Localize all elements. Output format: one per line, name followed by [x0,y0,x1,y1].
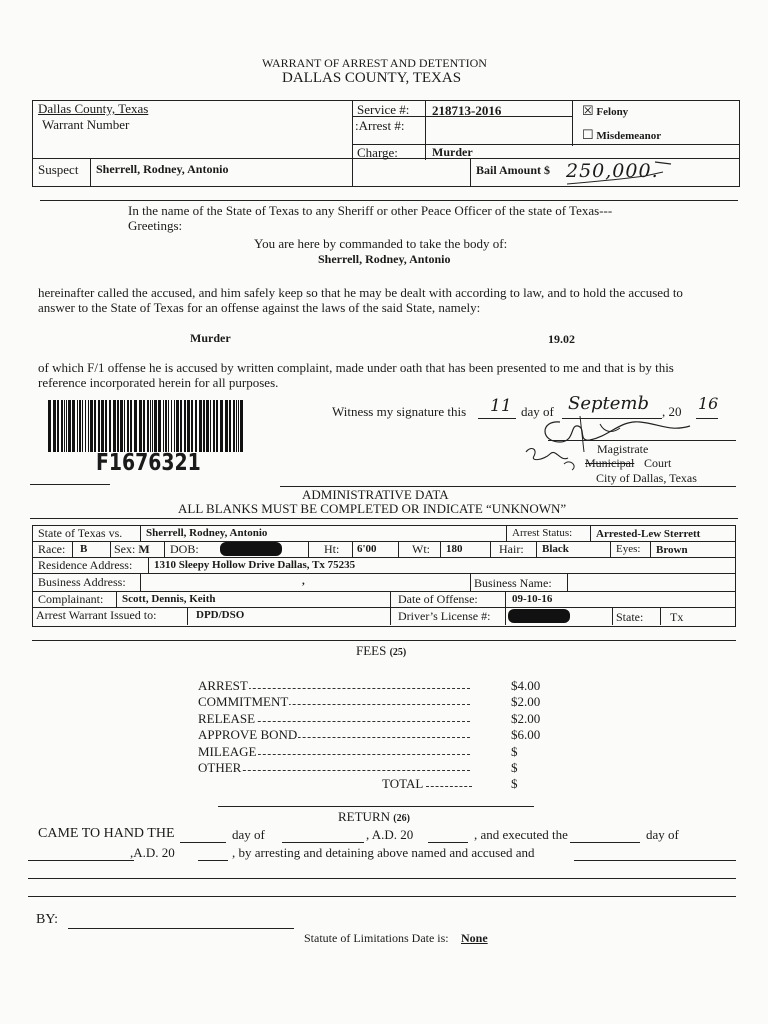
fee-amount: $ [511,743,518,759]
barcode-bar [68,400,71,452]
fee-label: ARREST [198,678,248,693]
drivers-license-label: Driver’s License #: [398,609,491,623]
came-year-blank[interactable] [428,842,468,843]
barcode-bar [105,400,107,452]
return-title-number: (26) [393,813,410,824]
fee-row [198,678,473,694]
form-title: WARRANT OF ARREST AND DETENTION [262,56,487,70]
admin-title: ADMINISTRATIVE DATA [302,487,449,502]
race-label: Race: [38,542,66,556]
barcode-bar [233,400,235,452]
return-line-2[interactable] [28,896,736,897]
witness-year: 16 [698,394,719,413]
witness-month: Septemb [568,393,649,414]
barcode-bar [66,400,67,452]
executed-year-blank[interactable] [198,860,228,861]
offense-name: Murder [190,331,231,345]
barcode-bar [236,400,237,452]
state-value: Tx [670,610,684,624]
barcode-bar [94,400,96,452]
return-trailing-blank[interactable] [574,860,736,861]
weight-value: 180 [446,543,463,555]
greeting-line-2: Greetings: [128,218,183,233]
race-value: B [80,543,88,555]
barcode-bar [139,400,142,452]
fees-title [356,643,406,659]
barcode-number: F1676321 [96,450,201,476]
arrest-number-label: :Arrest #: [355,118,405,133]
business-address-label: Business Address: [38,575,126,589]
witness-text: Witness my signature this [332,404,467,419]
municipal-label: Municipal [585,456,635,470]
witness-year-prefix: , 20 [662,404,682,419]
felony-checkbox-mark: ☒ [582,103,594,118]
barcode-bar [184,400,186,452]
height-label: Ht: [324,542,340,556]
barcode-bar [117,400,119,452]
barcode-bar [203,400,205,452]
fee-row [198,694,473,710]
barcode-bar [130,400,132,452]
limitations-value: None [461,931,488,945]
arrest-status-value: Arrested-Lew Sterrett [596,528,701,540]
dob-redaction [220,542,282,556]
accused-name: Sherrell, Rodney, Antonio [318,252,451,266]
county-value: Dallas County, Texas [38,101,149,116]
barcode-bar [147,400,149,452]
barcode-bar [134,400,137,452]
barcode-bar [98,400,100,452]
fee-amount: $4.00 [511,678,541,693]
city-label: City of Dallas, Texas [596,471,697,485]
sex-value: M [138,542,150,556]
barcode-bar [53,400,56,452]
admin-subtitle: ALL BLANKS MUST BE COMPLETED OR INDICATE “UNKNOWN” [178,501,567,516]
fees-title-number: (25) [389,647,407,658]
came-month-blank[interactable] [282,842,364,843]
complainant-label: Complainant: [38,592,104,606]
came-to-hand-text: CAME TO HAND THE [38,826,175,841]
barcode-bar [109,400,111,452]
form-county-title: DALLAS COUNTY, TEXAS [282,70,462,86]
barcode-bar [187,400,190,452]
weight-label: Wt: [412,542,430,556]
business-address-value: , [302,575,305,587]
barcode-bar [165,400,167,452]
barcode-bar [143,400,145,452]
barcode-bar [82,400,83,452]
return-day-of-2: day of [646,827,679,842]
barcode-bar [213,400,215,452]
eyes-value: Brown [656,544,688,556]
fee-amount: $6.00 [511,727,541,743]
hair-label: Hair: [499,542,524,556]
barcode [46,398,246,456]
bail-label: Bail Amount $ [476,163,551,177]
barcode-bar [240,400,243,452]
hair-value: Black [542,543,569,555]
fees-title-text: FEES [356,643,387,658]
return-arresting: , by arresting and detaining above named and accused and [232,845,535,860]
bail-underline-stroke [565,160,675,188]
barcode-bar [64,400,65,452]
state-label: State: [616,610,644,624]
barcode-bar [174,400,175,452]
barcode-bar [168,400,169,452]
by-signature-line[interactable] [68,928,294,929]
misdemeanor-checkbox-mark: ☐ [582,127,594,142]
fee-row [198,727,473,743]
witness-day: 11 [490,396,512,416]
barcode-bar [199,400,202,452]
fee-label: COMMITMENT [198,694,289,710]
barcode-bar [90,400,93,452]
fee-row [198,711,473,727]
charge-label: Charge: [357,145,398,160]
barcode-bar [220,400,223,452]
barcode-bar [210,400,211,452]
barcode-bar [225,400,228,452]
eyes-label: Eyes: [616,543,641,555]
barcode-bar [61,400,63,452]
paragraph-2-line-1: of which F/1 offense he is accused by written complaint, made under oath that has been presented to me and that is by this [38,360,674,375]
return-title [338,809,410,825]
return-executed: , and executed the [474,827,568,842]
dob-label: DOB: [170,542,199,556]
barcode-bar [206,400,209,452]
return-ad20-b: ,A.D. 20 [130,845,175,860]
barcode-bar [191,400,193,452]
barcode-bar [158,400,161,452]
date-of-offense-label: Date of Offense: [398,592,478,606]
court-label: Court [644,456,672,470]
sex-label [114,542,150,557]
barcode-bar [176,400,179,452]
felony-option[interactable] [582,103,628,119]
executed-month-blank[interactable] [28,860,134,861]
suspect-label: Suspect [38,162,79,177]
fee-label: APPROVE BOND [198,727,298,743]
barcode-bar [229,400,231,452]
license-redaction [508,609,570,623]
fees-total-amount: $ [511,776,518,791]
paragraph-2-line-2: reference incorporated herein for all purposes. [38,375,279,390]
executed-day-blank[interactable] [570,842,640,843]
fee-label: MILEAGE [198,743,257,759]
barcode-bar [57,400,59,452]
service-value: 218713-2016 [432,103,502,118]
barcode-bar [72,400,75,452]
magistrate-label: Magistrate [597,442,649,456]
return-line-1[interactable] [28,878,736,879]
limitations-label: Statute of Limitations Date is: [304,931,449,945]
fee-label: OTHER [198,760,242,775]
command-text: You are here by commanded to take the body of: [254,236,508,251]
return-title-text: RETURN [338,809,390,824]
residence-label: Residence Address: [38,558,133,572]
return-day-of: day of [232,827,265,842]
bail-value: 250,000. [566,160,659,182]
fee-amount: $2.00 [511,710,541,726]
statute-number: 19.02 [548,332,575,346]
state-vs-label: State of Texas vs. [38,526,123,540]
greeting-line-1: In the name of the State of Texas to any Sheriff or other Peace Officer of the state of Texas--- [128,203,613,218]
service-label: Service #: [357,102,410,117]
business-name-label: Business Name: [474,576,552,590]
barcode-bar [79,400,81,452]
barcode-bar [238,400,239,452]
barcode-bar [113,400,116,452]
barcode-bar [85,400,86,452]
barcode-bar [127,400,129,452]
barcode-bar [88,400,89,452]
misdemeanor-option[interactable] [582,127,661,143]
barcode-bar [101,400,104,452]
charge-value: Murder [432,145,473,159]
fee-row [198,744,473,760]
fee-row [198,760,473,776]
fee-label: RELEASE [198,710,256,726]
height-value: 6'00 [357,543,377,555]
barcode-bar [216,400,218,452]
barcode-bar [152,400,153,452]
barcode-bar [77,400,78,452]
warrant-number-label: Warrant Number [42,117,130,132]
paragraph-1-line-1: hereinafter called the accused, and him safely keep so that he may be dealt with according to law, and to hold the accused to [38,285,683,300]
suspect-value: Sherrell, Rodney, Antonio [96,162,229,176]
felony-label: Felony [596,106,629,118]
misdemeanor-label: Misdemeanor [596,130,662,142]
issued-to-label: Arrest Warrant Issued to: [36,608,157,622]
witness-day-of: day of [521,404,554,419]
sex-label-text: Sex: [114,542,136,556]
residence-value: 1310 Sleepy Hollow Drive Dallas, Tx 75235 [154,559,356,571]
fee-amount: $2.00 [511,694,541,710]
barcode-bar [154,400,157,452]
fees-total-label: TOTAL [382,776,424,791]
barcode-bar [150,400,151,452]
barcode-bar [180,400,182,452]
date-of-offense-value: 09-10-16 [512,593,553,605]
came-day-blank[interactable] [180,842,226,843]
paragraph-1-line-2: answer to the State of Texas for an offense against the laws of the said State, namely: [38,300,481,315]
state-vs-value: Sherrell, Rodney, Antonio [146,527,268,539]
issued-to-value: DPD/DSO [196,609,245,621]
barcode-bar [163,400,164,452]
barcode-bar [171,400,172,452]
barcode-bar [124,400,125,452]
by-label: BY: [36,912,59,927]
fee-amount: $ [511,760,518,775]
barcode-bar [195,400,197,452]
arrest-status-label: Arrest Status: [512,527,573,539]
return-ad20: , A.D. 20 [366,827,414,842]
barcode-bar [120,400,123,452]
barcode-bar [48,400,51,452]
complainant-value: Scott, Dennis, Keith [122,593,216,605]
